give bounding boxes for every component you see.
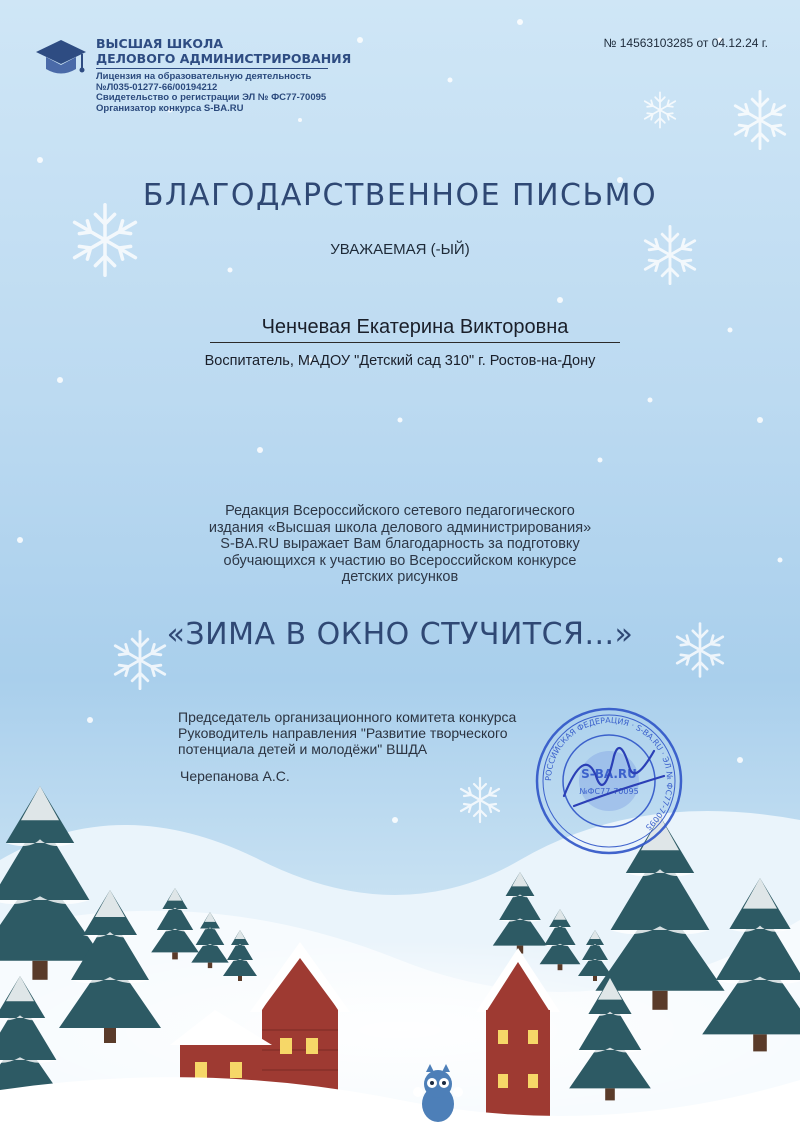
document-number: № 14563103285 от 04.12.24 г.	[603, 36, 768, 50]
org-title-line2: ДЕЛОВОГО АДМИНИСТРИРОВАНИЯ	[96, 51, 352, 66]
stamp-ring-text: РОССИЙСКАЯ ФЕДЕРАЦИЯ · S-BA.RU · ЭЛ № ФС77-70095	[543, 715, 675, 832]
svg-text:№ФС77-70095: №ФС77-70095	[579, 787, 639, 796]
org-license-number: №Л035-01277-66/00194212	[96, 81, 218, 93]
org-title-line1: ВЫСШАЯ ШКОЛА	[96, 36, 224, 51]
org-registration: Свидетельство о регистрации ЭЛ № ФС77-70095	[96, 92, 327, 103]
signatory-title-line: Руководитель направления "Развитие творческого	[178, 725, 508, 741]
signatory-name: Черепанова А.С.	[180, 768, 290, 784]
organization-logo-block	[34, 36, 351, 114]
body-line: S-BA.RU выражает Вам благодарность за подготовку	[220, 536, 580, 552]
signatory-title-line: потенциала детей и молодёжи" ВШДА	[178, 741, 428, 757]
graduation-cap-icon	[34, 36, 88, 80]
body-line: обучающихся к участию во Всероссийском конкурсе	[223, 552, 577, 569]
salutation: УВАЖАЕМАЯ (-ЫЙ)	[330, 241, 470, 258]
org-license: Лицензия на образовательную деятельность	[96, 71, 312, 82]
org-organizer: Организатор конкурса S-BA.RU	[96, 102, 244, 114]
body-line: Редакция Всероссийского сетевого педагогического	[225, 503, 575, 519]
body-line: детских рисунков	[341, 569, 459, 585]
certificate-heading: БЛАГОДАРСТВЕННОЕ ПИСЬМО	[142, 178, 658, 213]
body-line: издания «Высшая школа делового администрирования»	[208, 519, 592, 536]
svg-text:S-BA.RU: S-BA.RU	[581, 767, 637, 781]
contest-title: «ЗИМА В ОКНО СТУЧИТСЯ...»	[166, 617, 634, 652]
recipient-name: Ченчевая Екатерина Викторовна	[210, 316, 620, 343]
signatory-title-line: Председатель организационного комитета конкурса	[178, 709, 517, 725]
org-divider	[96, 68, 328, 69]
letter-body	[140, 503, 660, 586]
recipient-position: Воспитатель, МАДОУ "Детский сад 310" г. Ростов-на-Дону	[204, 353, 596, 369]
official-stamp	[534, 706, 684, 856]
